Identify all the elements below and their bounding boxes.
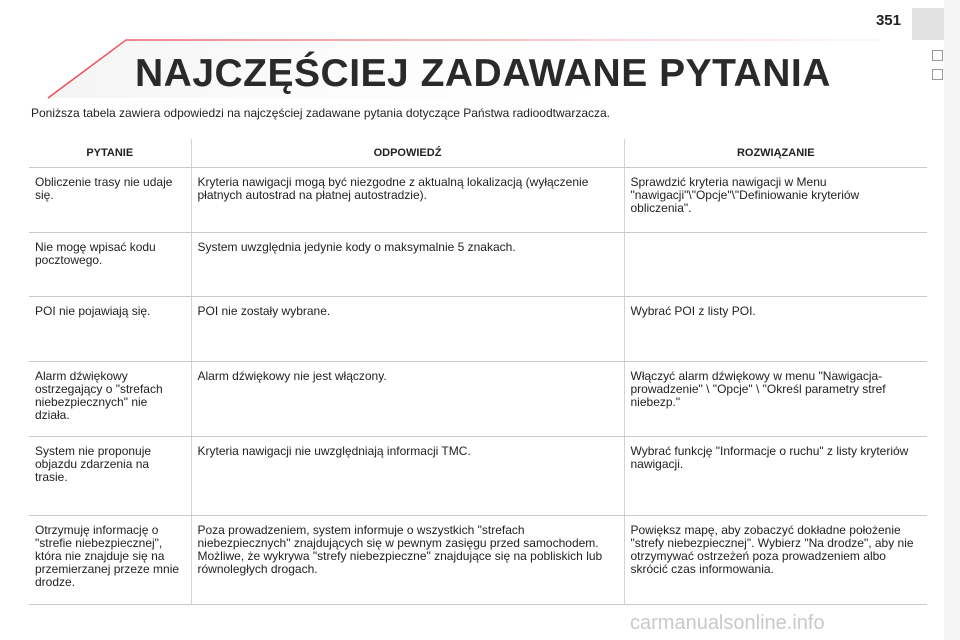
table-row: [29, 437, 927, 516]
page-number: 351: [875, 12, 901, 29]
header-question: PYTANIE: [29, 139, 191, 168]
answer-cell: Kryteria nawigacji mogą być niezgodne z aktualną lokalizacją (wyłączenie płatnych autostrad na płatnej autostradzie).: [191, 168, 624, 233]
answer-cell: Alarm dźwiękowy nie jest włączony.: [191, 362, 624, 437]
question-cell: Otrzymuję informację o "strefie niebezpiecznej", która nie znajduje się na przemierzanej przeze mnie drodze.: [29, 515, 191, 604]
answer-cell: Kryteria nawigacji nie uwzględniają informacji TMC.: [191, 437, 624, 516]
answer-cell: POI nie zostały wybrane.: [191, 297, 624, 362]
solution-cell: Włączyć alarm dźwiękowy w menu "Nawigacja-prowadzenie" \ "Opcje" \ "Określ parametry stref niebezp.": [624, 362, 927, 437]
intro-text: Poniższa tabela zawiera odpowiedzi na najczęściej zadawane pytania dotyczące Państwa radioodtwarzacza.: [31, 106, 610, 120]
solution-cell: Wybrać funkcję "Informacje o ruchu" z listy kryteriów nawigacji.: [624, 437, 927, 516]
question-cell: Nie mogę wpisać kodu pocztowego.: [29, 232, 191, 297]
solution-cell: [624, 232, 927, 297]
page-title: NAJCZĘŚCIEJ ZADAWANE PYTANIA: [135, 52, 831, 95]
answer-cell: Poza prowadzeniem, system informuje o wszystkich "strefach niebezpiecznych" znajdujących się w pewnym zasięgu przed samochodem. Możliwe, że wykrywa "strefy niebezpieczne" znajdujące się na pobliskich lub równoległych drogach.: [191, 515, 624, 604]
faq-table: [29, 139, 927, 605]
question-cell: Alarm dźwiękowy ostrzegający o "strefach niebezpiecznych" nie działa.: [29, 362, 191, 437]
table-row: [29, 168, 927, 233]
faq-header-row: [29, 139, 927, 168]
header-solution: ROZWIĄZANIE: [624, 139, 927, 168]
solution-cell: Wybrać POI z listy POI.: [624, 297, 927, 362]
watermark: carmanualsonline.info: [630, 612, 825, 634]
question-cell: POI nie pojawiają się.: [29, 297, 191, 362]
solution-cell: Powiększ mapę, aby zobaczyć dokładne położenie "strefy niebezpiecznej". Wybierz "Na drodze", aby nie otrzymywać ostrzeżeń poza prowadzeniem albo skrócić czas informowania.: [624, 515, 927, 604]
table-row: [29, 515, 927, 604]
solution-cell: Sprawdzić kryteria nawigacji w Menu "nawigacji"\"Opcje"\"Definiowanie kryteriów obliczenia".: [624, 168, 927, 233]
table-row: [29, 362, 927, 437]
table-row: [29, 232, 927, 297]
answer-cell: System uwzględnia jedynie kody o maksymalnie 5 znakach.: [191, 232, 624, 297]
title-banner: [0, 0, 960, 120]
header-answer: ODPOWIEDŹ: [191, 139, 624, 168]
question-cell: Obliczenie trasy nie udaje się.: [29, 168, 191, 233]
question-cell: System nie proponuje objazdu zdarzenia na trasie.: [29, 437, 191, 516]
table-row: [29, 297, 927, 362]
